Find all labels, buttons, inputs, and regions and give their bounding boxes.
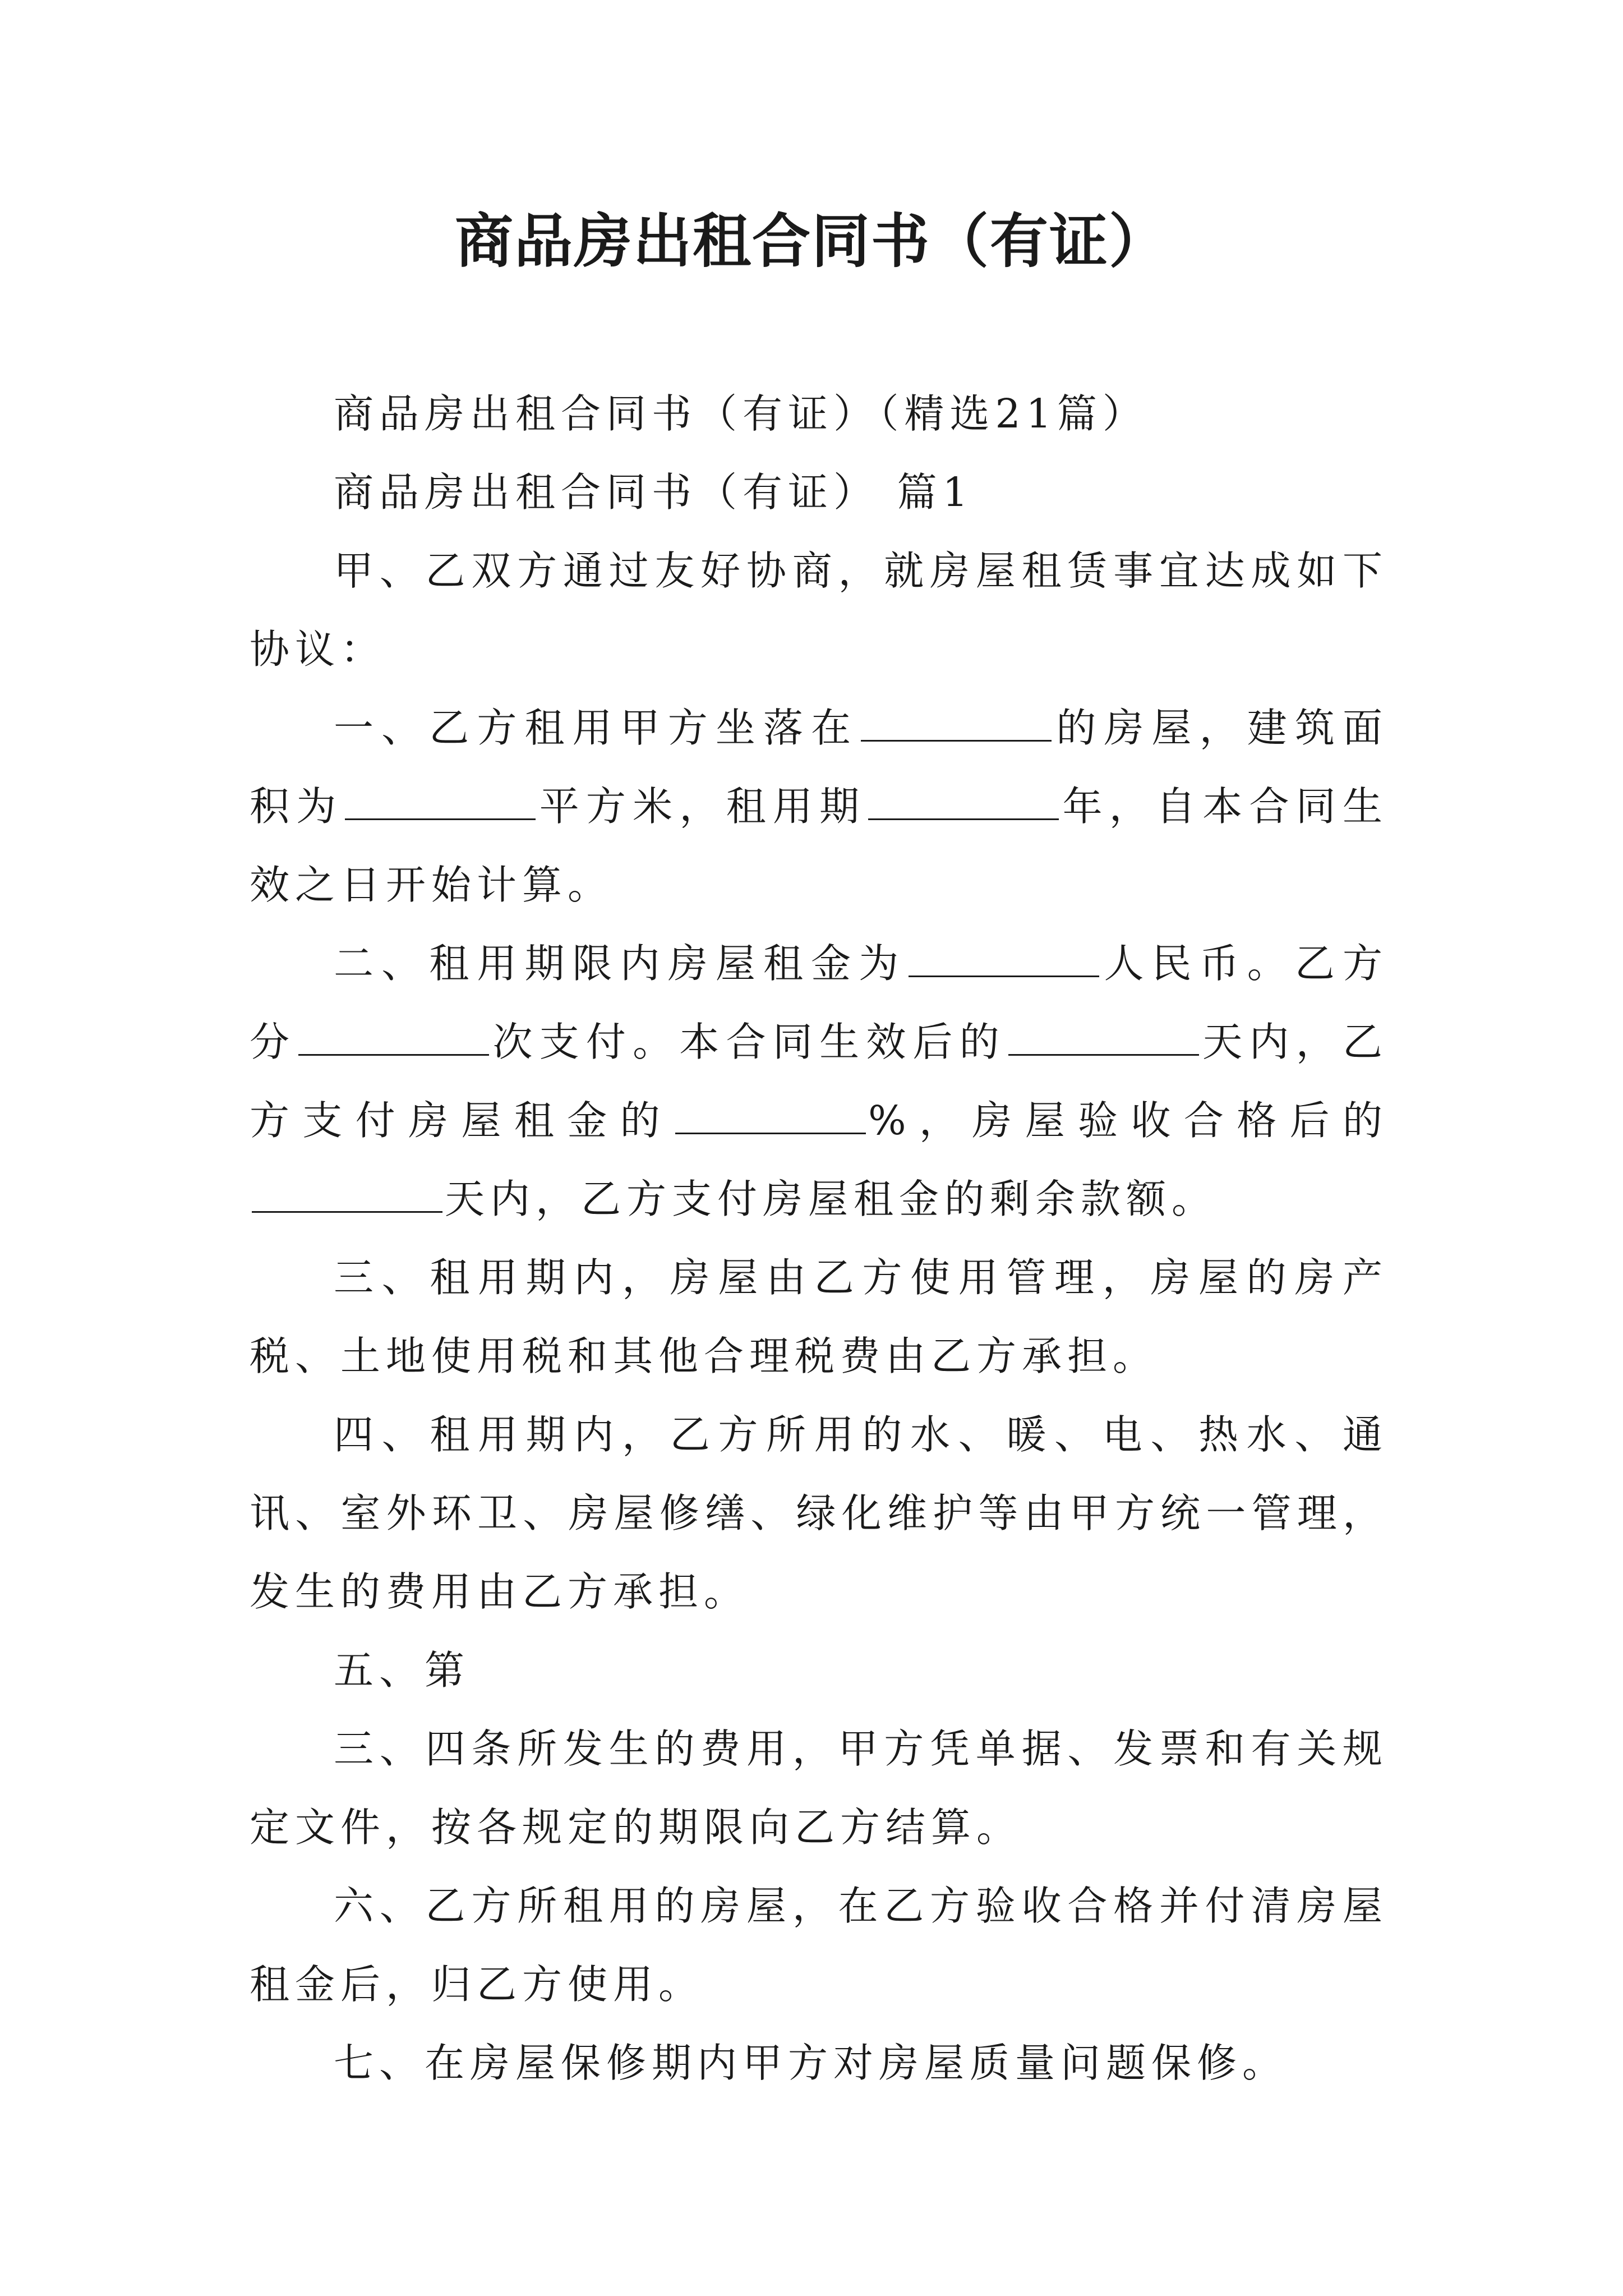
paragraph-text: 甲、乙双方通过友好协商，就房屋租赁事宜达成如下协议： — [250, 547, 1388, 673]
fill-in-blank — [909, 941, 1099, 977]
document-body — [250, 375, 1388, 2102]
fill-in-blank — [868, 784, 1059, 820]
paragraph-text: 三、四条所发生的费用，甲方凭单据、发票和有关规定文件，按各规定的期限向乙方结算。 — [250, 1726, 1388, 1851]
paragraph-text: 天内，乙方支付房屋租金的剩余款额。 — [445, 1176, 1218, 1222]
paragraph — [250, 1631, 1388, 1710]
paragraph — [250, 924, 1388, 1239]
fill-in-blank — [675, 1098, 866, 1134]
paragraph-text: 平方米，租用期 — [538, 783, 866, 830]
paragraph — [250, 689, 1388, 924]
paragraph-text: 次支付。本合同生效后的 — [491, 1019, 1007, 1065]
paragraph-text: 的房屋，建筑面积为 — [250, 705, 1388, 830]
paragraph — [250, 453, 1388, 532]
paragraph — [250, 1710, 1388, 1867]
fill-in-blank — [345, 784, 536, 820]
fill-in-blank — [298, 1019, 489, 1056]
paragraph-text: 年，自本合同生效之日开始计算。 — [250, 783, 1388, 908]
paragraph — [250, 2024, 1388, 2102]
fill-in-blank — [861, 705, 1052, 742]
paragraph-text: 一、乙方租用甲方坐落在 — [334, 705, 859, 751]
paragraph-text: %，房屋验收合格后的 — [868, 1097, 1388, 1144]
paragraph-text: 三、租用期内，房屋由乙方使用管理，房屋的房产税、土地使用税和其他合理税费由乙方承担。 — [250, 1254, 1388, 1379]
paragraph-text: 人民币。乙方分 — [250, 940, 1388, 1065]
paragraph — [250, 375, 1388, 453]
paragraph-text: 四、租用期内，乙方所用的水、暖、电、热水、通讯、室外环卫、房屋修缮、绿化维护等由甲方统一管理，发生的费用由乙方承担。 — [250, 1411, 1388, 1615]
paragraph-text: 商品房出租合同书（有证）（精选21篇） — [334, 390, 1148, 437]
paragraph — [250, 1867, 1388, 2024]
paragraph — [250, 1396, 1388, 1631]
paragraph-text: 天内，乙方支付房屋租金的 — [250, 1019, 1388, 1144]
paragraph-text: 六、乙方所租用的房屋，在乙方验收合格并付清房屋租金后，归乙方使用。 — [250, 1883, 1388, 2008]
document-title: 商品房出租合同书（有证） — [454, 206, 1168, 275]
paragraph — [250, 532, 1388, 689]
paragraph — [250, 1239, 1388, 1396]
paragraph-text: 七、在房屋保修期内甲方对房屋质量问题保修。 — [334, 2040, 1288, 2086]
paragraph-text: 商品房出租合同书（有证） 篇1 — [334, 469, 974, 516]
paragraph-text: 二、租用期限内房屋租金为 — [334, 940, 907, 987]
fill-in-blank — [252, 1176, 442, 1213]
paragraph-text: 五、第 — [334, 1647, 471, 1694]
fill-in-blank — [1008, 1019, 1199, 1056]
